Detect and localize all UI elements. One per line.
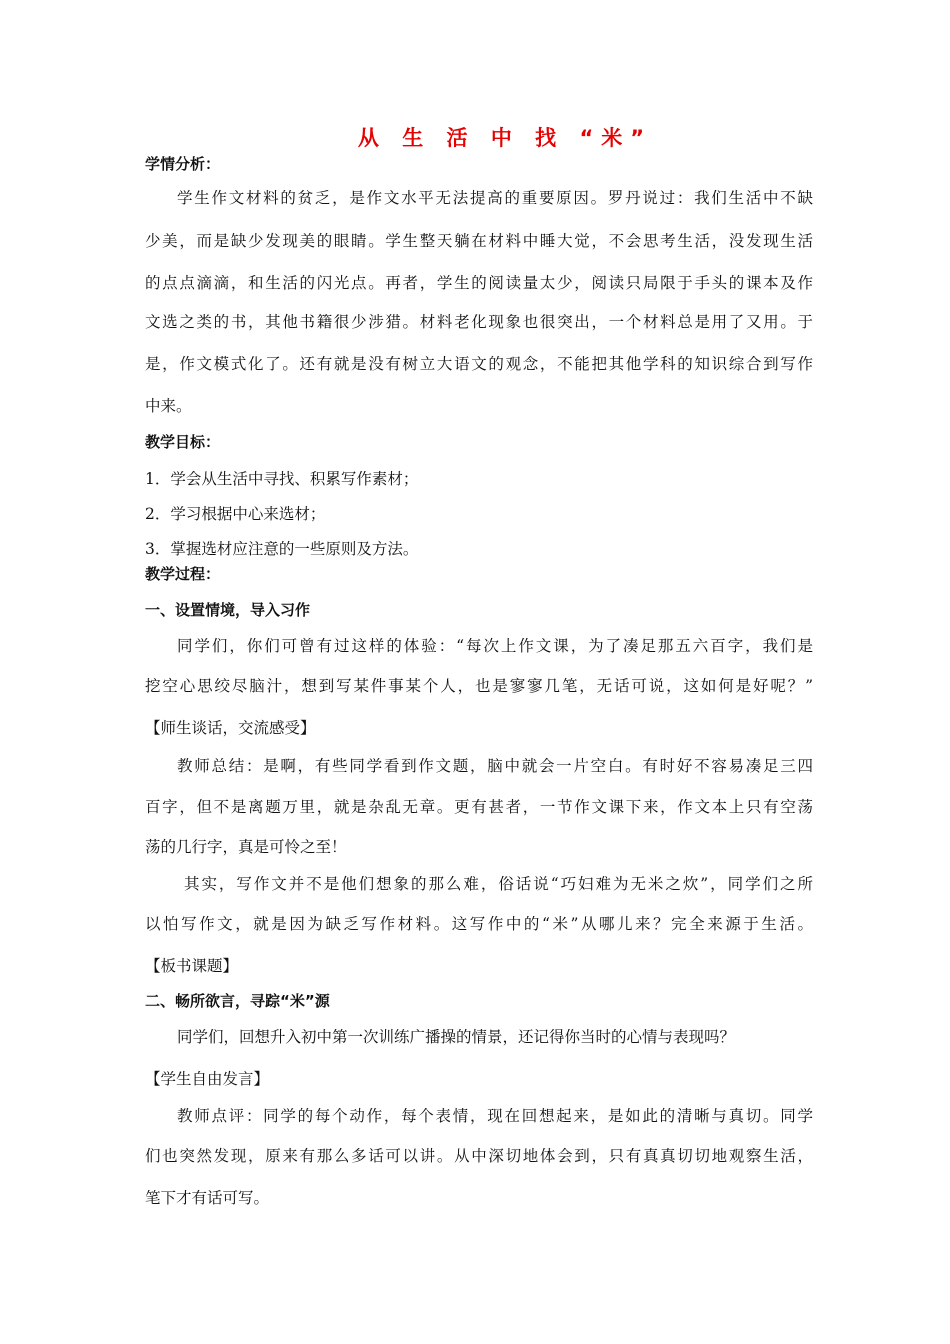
part2-comment-line-1: 教师点评：同学的每个动作，每个表情，现在回想起来，是如此的清晰与真切。同学 xyxy=(177,1107,813,1125)
analysis-line-2: 少美，而是缺少发现美的眼睛。学生整天躺在材料中睡大觉，不会思考生活，没发现生活 xyxy=(145,232,813,250)
heading-analysis: 学情分析： xyxy=(145,155,221,173)
bracket-board-title: 【板书课题】 xyxy=(145,957,239,975)
part1-summary-line-3: 荡的几行字，真是可怜之至！ xyxy=(145,838,347,856)
goal-item-1: 1．学会从生活中寻找、积累写作素材； xyxy=(145,470,419,488)
part1-summary-line-1: 教师总结：是啊，有些同学看到作文题，脑中就会一片空白。有时好不容易凑足三四 xyxy=(177,757,813,775)
bracket-teacher-talk: 【师生谈话，交流感受】 xyxy=(145,719,316,737)
analysis-line-4: 文选之类的书，其他书籍很少涉猎。材料老化现象也很突出，一个材料总是用了又用。于 xyxy=(145,313,813,331)
part1-actually-line-2: 以怕写作文，就是因为缺乏写作材料。这写作中的“米”从哪儿来？完全来源于生活。 xyxy=(145,915,813,933)
heading-part1: 一、设置情境，导入习作 xyxy=(145,601,311,619)
part2-comment-line-3: 笔下才有话可写。 xyxy=(145,1189,270,1207)
part2-comment-line-2: 们也突然发现，原来有那么多话可以讲。从中深切地体会到，只有真真切切地观察生活， xyxy=(145,1147,813,1165)
analysis-line-6: 中来。 xyxy=(145,397,192,415)
part2-intro: 同学们，回想升入初中第一次训练广播操的情景，还记得你当时的心情与表现吗？ xyxy=(177,1028,736,1046)
heading-process: 教学过程： xyxy=(145,565,221,583)
goal-item-3: 3．掌握选材应注意的一些原则及方法。 xyxy=(145,540,419,558)
heading-goals: 教学目标： xyxy=(145,433,221,451)
part1-summary-line-2: 百字，但不是离题万里，就是杂乱无章。更有甚者，一节作文课下来，作文本上只有空荡 xyxy=(145,798,813,816)
part1-intro-line-1: 同学们，你们可曾有过这样的体验：“每次上作文课，为了凑足那五六百字，我们是 xyxy=(177,637,813,655)
document-title: 从 生 活 中 找 “米” xyxy=(357,126,653,150)
bracket-student-speech: 【学生自由发言】 xyxy=(145,1070,270,1088)
heading-part2: 二、畅所欲言，寻踪“米”源 xyxy=(145,992,330,1010)
analysis-line-3: 的点点滴滴，和生活的闪光点。再者，学生的阅读量太少，阅读只局限于手头的课本及作 xyxy=(145,274,813,292)
analysis-line-1: 学生作文材料的贫乏，是作文水平无法提高的重要原因。罗丹说过：我们生活中不缺 xyxy=(177,189,813,207)
part1-actually-line-1: 其实，写作文并不是他们想象的那么难，俗话说“巧妇难为无米之炊”，同学们之所 xyxy=(184,875,813,893)
part1-intro-line-2: 挖空心思绞尽脑汁，想到写某件事某个人，也是寥寥几笔，无话可说，这如何是好呢？” xyxy=(145,677,813,695)
analysis-line-5: 是，作文模式化了。还有就是没有树立大语文的观念，不能把其他学科的知识综合到写作 xyxy=(145,355,813,373)
goal-item-2: 2．学习根据中心来选材； xyxy=(145,505,326,523)
